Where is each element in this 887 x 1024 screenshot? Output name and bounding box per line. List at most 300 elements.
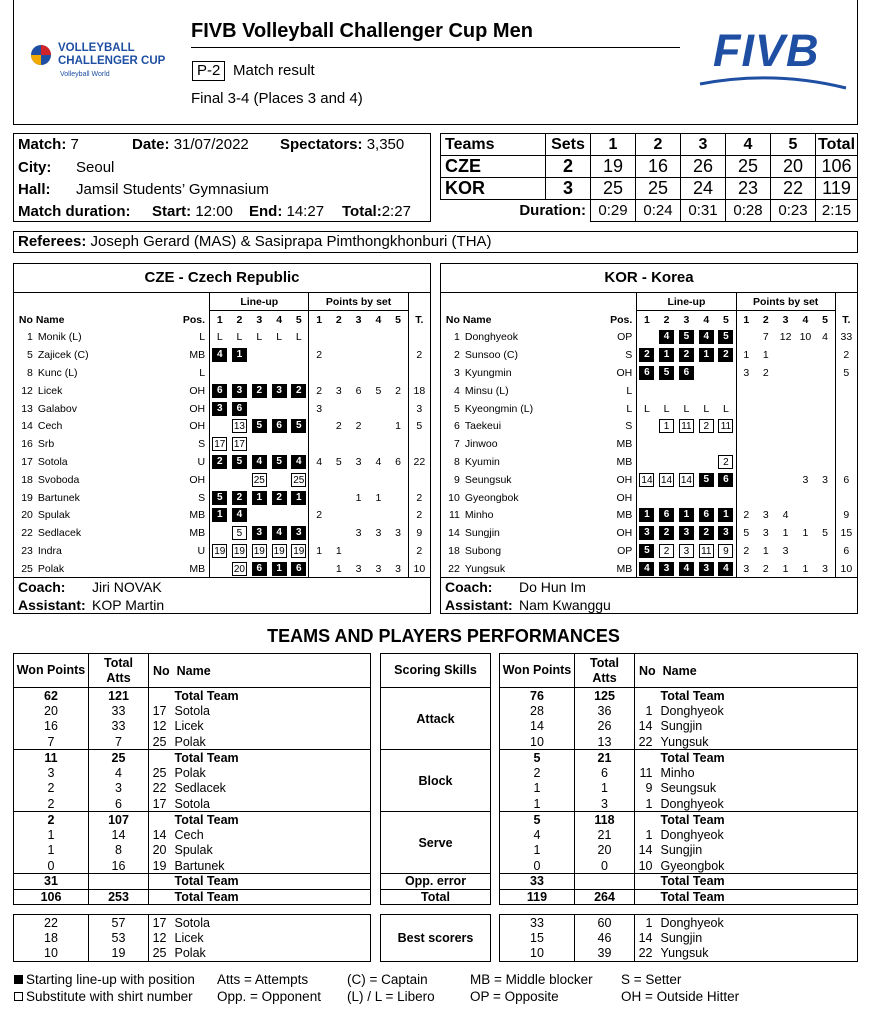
- player-position: MB: [616, 509, 633, 522]
- set-points: [815, 542, 835, 560]
- total-points: 9: [408, 524, 430, 542]
- starting-position-box: 3: [639, 526, 654, 540]
- set-points: [329, 471, 349, 489]
- substitute-box: 19: [233, 546, 245, 558]
- set-points: 1: [736, 346, 756, 364]
- assistant-label: Assistant:: [445, 597, 513, 613]
- referees-label: Referees:: [18, 233, 87, 250]
- lineup-cell: [696, 542, 716, 560]
- lineup-cell: [716, 560, 736, 578]
- set-points: [796, 400, 816, 418]
- lineup-cell: [637, 364, 657, 382]
- player-position: L: [626, 402, 633, 415]
- substitute-box: 2: [699, 419, 714, 433]
- total-points: [835, 453, 857, 471]
- player-number: 4: [454, 384, 460, 397]
- won-points: 16: [14, 719, 89, 735]
- set-score: 25: [636, 178, 681, 200]
- lineup-cell: [657, 418, 677, 436]
- substitute-box: 25: [253, 474, 265, 486]
- score-header-total: Total: [816, 134, 858, 156]
- set-points: [349, 364, 369, 382]
- substitute-box: 11: [699, 544, 714, 558]
- player-name: Minho: [464, 509, 494, 522]
- set-points: 2: [736, 542, 756, 560]
- set-points: [388, 489, 408, 507]
- player-position: OP: [617, 545, 633, 558]
- player-row: [14, 418, 430, 436]
- lineup-cell: [210, 542, 230, 560]
- total-attempts: 20: [575, 843, 635, 859]
- set-points: 3: [395, 562, 401, 575]
- lineup-cell: [229, 435, 249, 453]
- lineup-cell: [249, 435, 269, 453]
- set-points: 2: [736, 507, 756, 525]
- player-number: 22: [152, 781, 167, 796]
- starting-position-box: 4: [699, 330, 714, 344]
- lineup-cell: [229, 507, 249, 525]
- player-position: OH: [616, 473, 633, 486]
- total-attempts: 57: [89, 915, 149, 931]
- set-points: 6: [395, 456, 401, 469]
- player-number: 1: [645, 827, 653, 842]
- set-points: [329, 400, 349, 418]
- set-points: 2: [762, 562, 769, 575]
- score-header-set: 5: [771, 134, 816, 156]
- starting-position-box: 2: [699, 526, 714, 540]
- lineup-cell: [637, 560, 657, 578]
- set-points: [815, 364, 835, 382]
- set-points: 3: [335, 384, 342, 397]
- fivb-wordmark: FIVB: [713, 25, 820, 76]
- set-score: 25: [726, 156, 771, 178]
- set-points: 1: [335, 562, 342, 575]
- total-points: [408, 435, 430, 453]
- set-points: [388, 346, 408, 364]
- player-position: S: [198, 491, 206, 504]
- duration-row: [441, 200, 858, 222]
- player-name: Licek: [173, 719, 371, 735]
- total-attempts: 39: [575, 946, 635, 962]
- set-points: 5: [375, 384, 382, 397]
- set-header: 4: [703, 313, 710, 326]
- lineup-cell: [677, 453, 697, 471]
- best-scorer-row: [14, 946, 371, 962]
- lineup-cell: [289, 542, 309, 560]
- player-name: Polak: [173, 734, 371, 750]
- player-position: L: [199, 331, 206, 344]
- total-attempts: [575, 874, 635, 890]
- set-points: [349, 471, 369, 489]
- set-score: 16: [636, 156, 681, 178]
- set-header: 2: [236, 313, 243, 326]
- total-points: [408, 471, 430, 489]
- lineup-cell: [657, 489, 677, 507]
- starting-position-box: 4: [679, 562, 694, 576]
- starting-position-box: 3: [291, 526, 306, 540]
- set-points: [736, 382, 756, 400]
- perf-row: [14, 874, 371, 890]
- substitute-box: 1: [659, 419, 674, 433]
- set-duration: 0:28: [726, 200, 771, 222]
- lineup-cell: [289, 507, 309, 525]
- lineup-cell: [210, 471, 230, 489]
- set-points: [349, 346, 369, 364]
- perf-row: [500, 796, 858, 812]
- legend-item: S = Setter: [621, 972, 682, 987]
- lineup-cell: [677, 329, 697, 347]
- total-attempts: 6: [575, 765, 635, 781]
- total-attempts: 0: [575, 858, 635, 874]
- player-position: OP: [617, 331, 633, 344]
- player-name: Kyungmin: [464, 367, 512, 380]
- starting-position-box: 5: [232, 455, 247, 469]
- starting-position-box: 2: [252, 384, 267, 398]
- player-name: Polak: [173, 946, 371, 962]
- perf-row: [14, 750, 371, 766]
- lineup-cell: [716, 507, 736, 525]
- score-header-sets: Sets: [546, 134, 591, 156]
- won-points: 106: [14, 889, 89, 905]
- set-header: 5: [722, 313, 729, 326]
- set-header: 2: [335, 313, 342, 326]
- player-name: Srb: [37, 438, 55, 451]
- libero-marker: L: [216, 331, 223, 344]
- legend-item: OH = Outside Hitter: [621, 989, 740, 1004]
- set-points: [815, 507, 835, 525]
- substitute-box: 20: [233, 563, 245, 575]
- set-points: 3: [736, 364, 756, 382]
- set-points: 3: [355, 562, 362, 575]
- set-points: [776, 382, 796, 400]
- player-name: Kyumin: [464, 456, 500, 469]
- lineup-cell: [677, 524, 697, 542]
- set-points: [776, 364, 796, 382]
- set-header: 3: [256, 313, 263, 326]
- set-points: [776, 489, 796, 507]
- lineup-cell: [637, 382, 657, 400]
- no-header: No: [639, 663, 656, 678]
- lineup-cell: [716, 489, 736, 507]
- fivb-logo: [698, 25, 848, 98]
- won-points-header: Won Points: [500, 654, 575, 688]
- player-position: S: [198, 438, 206, 451]
- perf-row: [14, 796, 371, 812]
- starting-position-box: 1: [291, 491, 306, 505]
- set-points: [736, 471, 756, 489]
- starting-position-box: 1: [699, 348, 714, 362]
- substitute-box: 19: [273, 546, 285, 558]
- set-points: 3: [355, 456, 362, 469]
- set-points: [368, 507, 388, 525]
- lineup-cell: [677, 471, 697, 489]
- set-points: 12: [779, 331, 792, 344]
- score-table: [440, 133, 858, 222]
- total-points: 2: [835, 346, 857, 364]
- set-points: [349, 542, 369, 560]
- set-points: [815, 453, 835, 471]
- name-header: Name: [35, 313, 65, 326]
- set-points: [815, 382, 835, 400]
- total-header: T.: [835, 311, 857, 329]
- perf-row: [14, 765, 371, 781]
- starting-position-box: 1: [232, 348, 247, 362]
- player-position: OH: [189, 384, 206, 397]
- lineup-cell: [696, 400, 716, 418]
- won-points: 15: [500, 930, 575, 946]
- set-points: [776, 435, 796, 453]
- total-attempts: 33: [89, 703, 149, 719]
- assistant-label: Assistant:: [18, 597, 86, 613]
- player-name: Sotola: [173, 796, 371, 812]
- player-name: Taekeui: [464, 420, 502, 433]
- starting-position-box: 2: [272, 491, 287, 505]
- total-points: [408, 364, 430, 382]
- player-name: Gyeongbok: [464, 491, 519, 504]
- legend-item: OP = Opposite: [470, 989, 559, 1004]
- set-points: [309, 329, 329, 347]
- lineup-cell: [229, 560, 249, 578]
- perf-row: [14, 734, 371, 750]
- player-number: 6: [454, 420, 460, 433]
- lineup-cell: [657, 471, 677, 489]
- roster-subhead-row: [14, 311, 430, 329]
- best-scorer-row: [500, 930, 858, 946]
- set-points: [309, 364, 329, 382]
- set-points: 4: [309, 453, 329, 471]
- player-row: [441, 560, 857, 578]
- player-name: Total Team: [173, 812, 371, 828]
- starting-lineup-icon: [14, 975, 23, 984]
- player-name: Sedlacek: [173, 781, 371, 797]
- total-duration: 2:15: [816, 200, 858, 222]
- substitute-box: 5: [232, 526, 247, 540]
- set-points: [329, 346, 349, 364]
- no-header: No: [18, 313, 33, 326]
- substitute-box: 17: [214, 439, 226, 451]
- set-points: [388, 471, 408, 489]
- libero-marker: L: [722, 402, 729, 415]
- starting-position-box: 5: [718, 330, 733, 344]
- set-points: 3: [395, 527, 401, 540]
- set-points: [368, 418, 388, 436]
- starting-position-box: 6: [718, 473, 733, 487]
- total-attempts: 6: [89, 796, 149, 812]
- lineup-cell: [657, 542, 677, 560]
- player-number: 1: [645, 796, 653, 811]
- logo-line1: VOLLEYBALL: [58, 42, 135, 54]
- substitute-box: 17: [233, 439, 245, 451]
- best-scorer-row: [500, 915, 858, 931]
- set-score: 23: [726, 178, 771, 200]
- player-row: [441, 453, 857, 471]
- starting-position-box: 6: [272, 419, 287, 433]
- lineup-cell: [210, 364, 230, 382]
- total-points: 15: [835, 524, 857, 542]
- set-points: 1: [309, 542, 329, 560]
- legend-item: (L) / L = Libero: [347, 989, 435, 1004]
- player-number: 9: [454, 473, 460, 486]
- lineup-cell: [289, 382, 309, 400]
- won-points: 10: [500, 734, 575, 750]
- set-points: [796, 507, 816, 525]
- set-points: 4: [822, 331, 828, 344]
- set-points: [736, 418, 756, 436]
- total-attempts: 8: [89, 843, 149, 859]
- perf-head-row: [500, 654, 858, 688]
- player-position: MB: [189, 527, 206, 540]
- player-name: Total Team: [659, 750, 858, 766]
- total-points: 2: [408, 346, 430, 364]
- starting-position-box: 4: [232, 508, 247, 522]
- lineup-cell: [677, 542, 697, 560]
- set-score: 20: [771, 156, 816, 178]
- lineup-cell: [716, 329, 736, 347]
- logo-line3: Volleyball World: [60, 71, 110, 78]
- player-row: [14, 329, 430, 347]
- won-points: 5: [500, 750, 575, 766]
- player-name: Donghyeok: [659, 915, 858, 931]
- starting-position-box: 2: [291, 384, 306, 398]
- player-number: 10: [448, 491, 460, 504]
- lineup-cell: [289, 364, 309, 382]
- won-points: 1: [500, 781, 575, 797]
- starting-position-box: 1: [718, 508, 733, 522]
- set-points: 2: [335, 420, 342, 433]
- starting-position-box: 4: [252, 455, 267, 469]
- player-number: 14: [448, 527, 460, 540]
- lineup-cell: [696, 453, 716, 471]
- player-number: 1: [454, 331, 460, 344]
- player-row: [441, 400, 857, 418]
- set-points: [815, 489, 835, 507]
- player-number: [635, 750, 659, 766]
- player-name: Licek: [173, 930, 371, 946]
- won-points: 62: [14, 688, 89, 704]
- player-row: [441, 435, 857, 453]
- player-number: 16: [21, 438, 33, 451]
- spectators-value: 3,350: [366, 136, 405, 153]
- starting-position-box: 5: [272, 455, 287, 469]
- total-attempts: 107: [89, 812, 149, 828]
- player-number: 23: [21, 545, 33, 558]
- lineup-cell: [210, 382, 230, 400]
- perf-row: [14, 703, 371, 719]
- lineup-cell: [637, 400, 657, 418]
- player-name: Bartunek: [37, 491, 80, 504]
- lineup-cell: [657, 453, 677, 471]
- score-row-kor: [441, 178, 858, 200]
- lineup-cell: [696, 382, 716, 400]
- lineup-cell: [677, 560, 697, 578]
- match-label: Match:: [18, 136, 67, 153]
- lineup-cell: [249, 400, 269, 418]
- perf-row: [500, 843, 858, 859]
- lineup-header: Line-up: [637, 293, 736, 311]
- total-points: [835, 435, 857, 453]
- player-number: 9: [645, 781, 653, 796]
- won-points: 33: [500, 915, 575, 931]
- sets-won: 3: [546, 178, 591, 200]
- lineup-cell: [210, 453, 230, 471]
- team-b-roster: [440, 263, 858, 614]
- player-number: 11: [639, 765, 653, 780]
- player-number: [149, 874, 173, 890]
- lineup-cell: [249, 382, 269, 400]
- score-header-set: 1: [591, 134, 636, 156]
- date-value: 31/07/2022: [173, 136, 249, 153]
- set-points: [329, 435, 349, 453]
- title-underline: [191, 47, 680, 48]
- player-name: Seungsuk: [659, 781, 858, 797]
- lineup-cell: [716, 346, 736, 364]
- player-name: Total Team: [659, 688, 858, 704]
- lineup-cell: [657, 524, 677, 542]
- lineup-cell: [677, 435, 697, 453]
- total-score: 119: [816, 178, 858, 200]
- set-points: [368, 435, 388, 453]
- perf-row: [500, 874, 858, 890]
- set-header: 5: [295, 313, 302, 326]
- set-points: [329, 329, 349, 347]
- player-name: Monik (L): [37, 331, 82, 344]
- points-by-set-header: Points by set: [309, 293, 408, 311]
- legend-item: Opp. = Opponent: [217, 989, 321, 1004]
- won-points: 3: [14, 765, 89, 781]
- won-points: 2: [14, 781, 89, 797]
- starting-position-box: 4: [659, 330, 674, 344]
- lineup-cell: [696, 524, 716, 542]
- won-points: 1: [14, 827, 89, 843]
- lineup-cell: [657, 400, 677, 418]
- player-position: OH: [189, 402, 206, 415]
- total-points: [835, 400, 857, 418]
- roster-subhead-row: [441, 311, 857, 329]
- referees-value: Joseph Gerard (MAS) & Sasiprapa Pimthongkhonburi (THA): [90, 233, 492, 250]
- skill-label: Total: [381, 889, 491, 905]
- team-b-title: KOR - Korea: [441, 264, 857, 293]
- legend-item: (C) = Captain: [347, 972, 428, 987]
- name-header: Name: [176, 663, 211, 678]
- lineup-cell: [249, 471, 269, 489]
- perf-row: [14, 827, 371, 843]
- set-points: [309, 489, 329, 507]
- set-points: 1: [335, 545, 342, 558]
- player-row: [14, 524, 430, 542]
- lineup-cell: [269, 346, 289, 364]
- total-attempts: 21: [575, 827, 635, 843]
- won-points: 14: [500, 719, 575, 735]
- player-number: [635, 889, 659, 905]
- set-points: [796, 418, 816, 436]
- fivb-swoosh-icon: [698, 72, 848, 92]
- substitute-box: 11: [718, 419, 733, 433]
- lineup-cell: [289, 453, 309, 471]
- lineup-cell: [269, 382, 289, 400]
- lineup-cell: [249, 524, 269, 542]
- legend-item: Starting line-up with position: [26, 972, 195, 987]
- set-points: 1: [375, 491, 382, 504]
- perf-left-table: [13, 653, 371, 962]
- player-position: MB: [189, 349, 206, 362]
- player-name: Kunc (L): [37, 367, 78, 380]
- lineup-cell: [289, 524, 309, 542]
- substitute-box: 14: [661, 474, 673, 486]
- player-name: Kyeongmin (L): [464, 402, 534, 415]
- assistant-name: KOP Martin: [92, 597, 165, 613]
- total-attempts: 21: [575, 750, 635, 766]
- phase-label: Final 3-4 (Places 3 and 4): [191, 90, 363, 107]
